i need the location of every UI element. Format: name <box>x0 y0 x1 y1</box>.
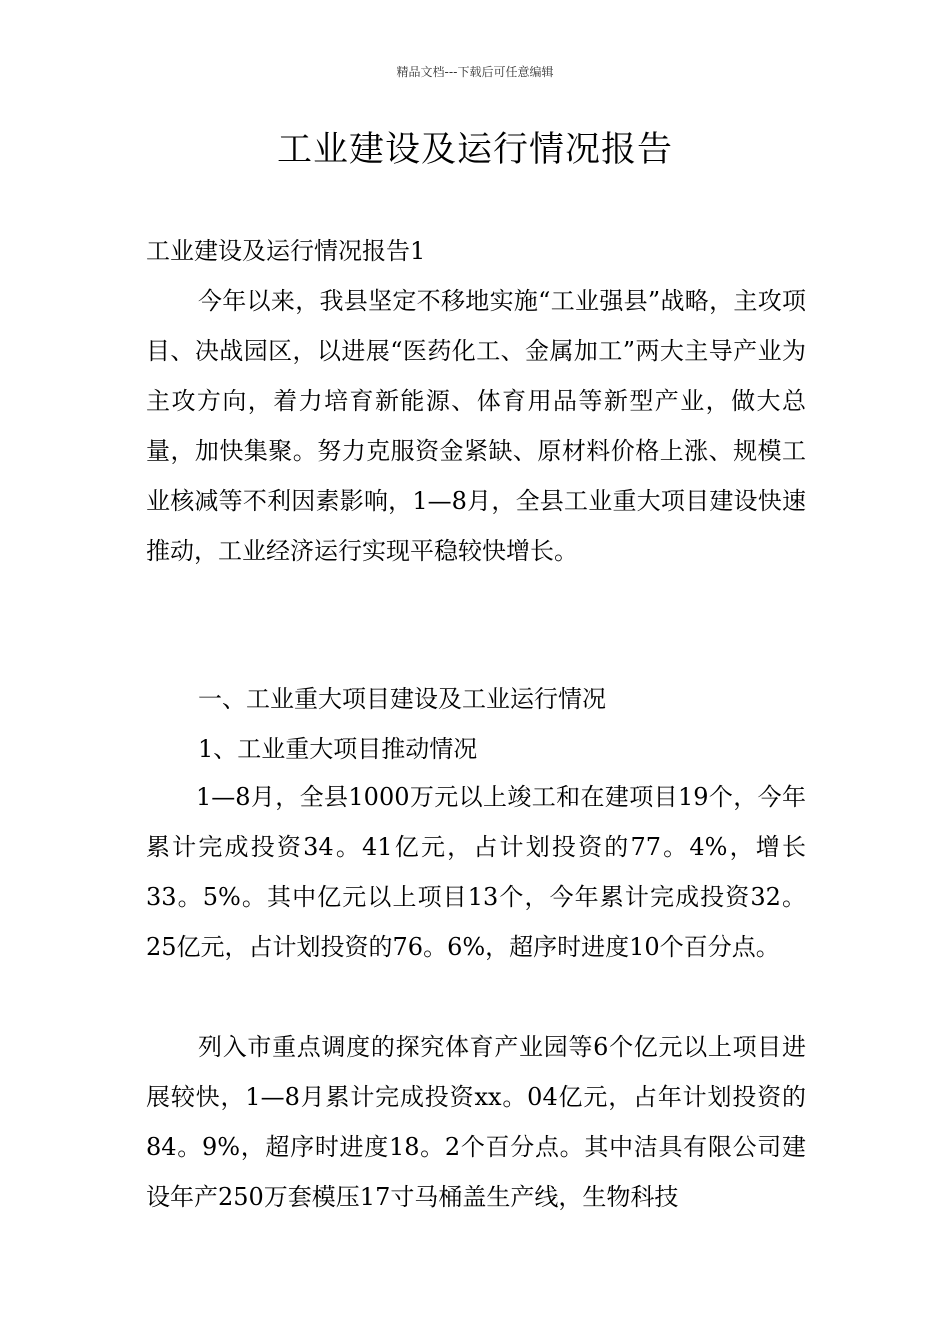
report-subtitle: 工业建设及运行情况报告1 <box>146 237 426 265</box>
project-progress-paragraph: 1—8月，全县1000万元以上竣工和在建项目19个，今年累计完成投资34。41亿元，占计划投资的77。4%，增长33。5%。其中亿元以上项目13个，今年累计完成投资32。25亿元，占计划投资的76。6%，超序时进度10个百分点。 <box>146 783 806 961</box>
key-projects-paragraph: 列入市重点调度的探究体育产业园等6个亿元以上项目进展较快，1—8月累计完成投资xx。04亿元，占年计划投资的84。9%，超序时进度18。2个百分点。其中洁具有限公司建设年产250万套模压17寸马桶盖生产线，生物科技 <box>146 1033 806 1211</box>
section-heading-1: 一、工业重大项目建设及工业运行情况 <box>198 685 606 713</box>
intro-paragraph: 今年以来，我县坚定不移地实施“工业强县”战略，主攻项目、决战园区，以进展“医药化工、金属加工”两大主导产业为主攻方向，着力培育新能源、体育用品等新型产业，做大总量，加快集聚。努力克服资金紧缺、原材料价格上涨、规模工业核减等不利因素影响，1—8月，全县工业重大项目建设快速推动，工业经济运行实现平稳较快增长。 <box>146 287 806 565</box>
subsection-heading-1: 1、工业重大项目推动情况 <box>198 735 478 763</box>
header-note: 精品文档---下载后可任意编辑 <box>396 65 554 79</box>
document-title: 工业建设及运行情况报告 <box>276 130 673 170</box>
